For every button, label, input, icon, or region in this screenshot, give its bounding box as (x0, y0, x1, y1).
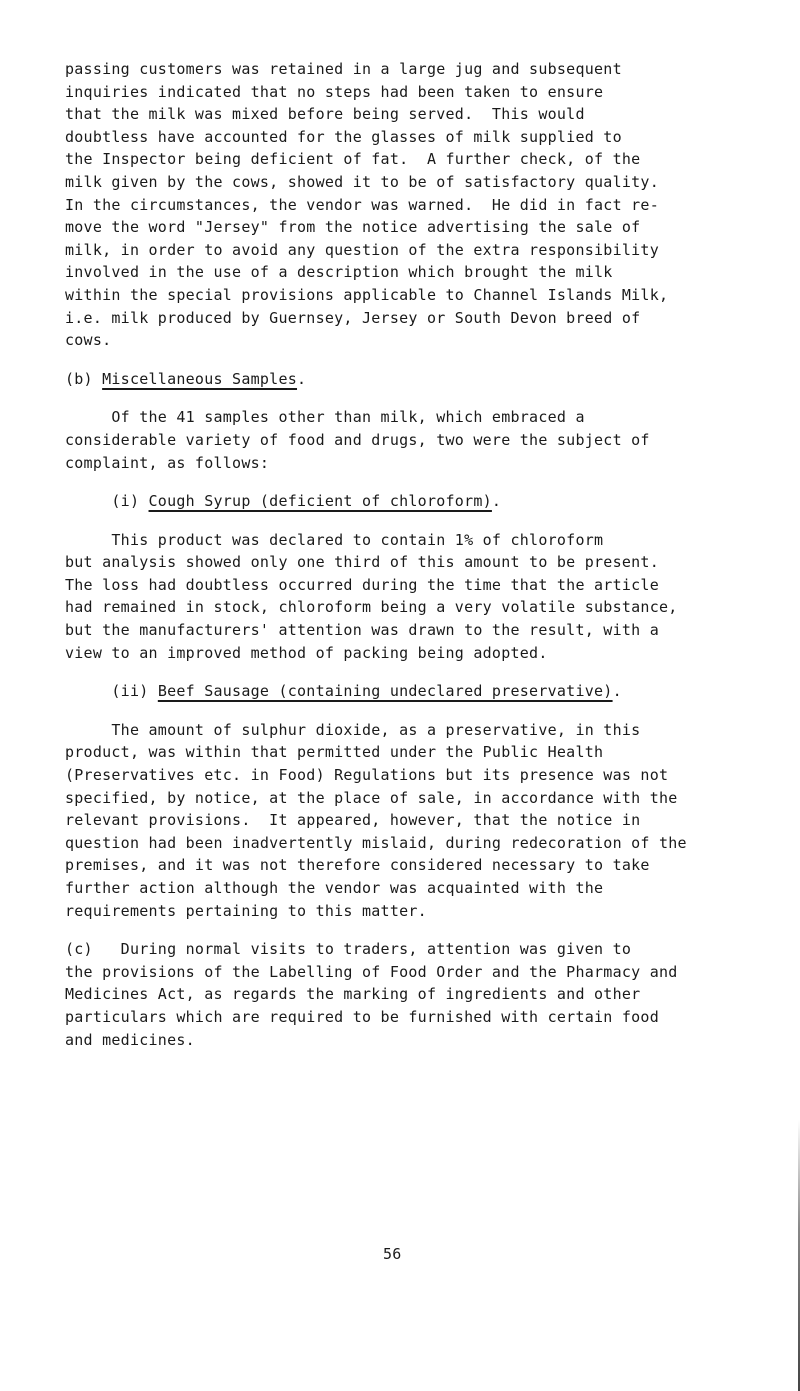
text-line: but the manufacturers' attention was drawn to the result, with a (65, 621, 659, 640)
text-line: The loss had doubtless occurred during the time that the article (65, 575, 659, 594)
text-line: question had been inadvertently mislaid, during redecoration of the (65, 833, 687, 852)
text-line: relevant provisions. It appeared, however, that the notice in (65, 811, 641, 830)
text-line: Of the 41 samples other than milk, which embraced a (65, 408, 585, 427)
text-line: further action although the vendor was acquainted with the (65, 879, 604, 897)
text-line: passing customers was retained in a large jug and subsequent (65, 60, 622, 78)
section-b-suffix: . (297, 369, 307, 388)
item-ii-paragraph (65, 719, 790, 922)
text-line: complaint, as follows: (65, 453, 270, 472)
item-ii-prefix: (ii) (65, 682, 158, 701)
text-line: (Preservatives etc. in Food) Regulations but its presence was not (65, 766, 669, 785)
text-line: Medicines Act, as regards the marking of ingredients and other (65, 985, 641, 1004)
item-i-prefix: (i) (65, 492, 149, 511)
text-line: (c) During normal visits to traders, attention was given to (65, 940, 632, 959)
text-line: requirements pertaining to this matter. (65, 901, 427, 920)
text-line: i.e. milk produced by Guernsey, Jersey or South Devon breed of (65, 308, 641, 327)
item-ii-suffix: . (612, 682, 622, 701)
intro-paragraph (65, 58, 790, 352)
section-b-paragraph (65, 406, 790, 474)
text-line: inquiries indicated that no steps had been taken to ensure (65, 82, 604, 101)
section-b-title: Miscellaneous Samples (102, 369, 298, 388)
text-line: particulars which are required to be furnished with certain food (65, 1007, 659, 1026)
page-number: 56 (383, 1245, 402, 1263)
text-line: The amount of sulphur dioxide, as a preservative, in this (65, 720, 641, 739)
text-line: This product was declared to contain 1% of chloroform (65, 530, 604, 549)
section-b-heading (65, 368, 790, 391)
item-ii-title: Beef Sausage (containing undeclared preservative) (157, 682, 613, 701)
text-line: milk given by the cows, showed it to be of satisfactory quality. (65, 172, 659, 191)
section-b-prefix: (b) (65, 369, 103, 388)
text-line: the provisions of the Labelling of Food Order and the Pharmacy and (65, 962, 678, 981)
text-line: considerable variety of food and drugs, two were the subject of (65, 430, 650, 449)
text-line: that the milk was mixed before being served. This would (65, 105, 585, 124)
text-line: product, was within that permitted under the Public Health (65, 743, 604, 762)
document-page (65, 58, 790, 1051)
item-i-title: Cough Syrup (deficient of chloroform) (148, 492, 492, 511)
text-line: In the circumstances, the vendor was warned. He did in fact re- (65, 195, 659, 214)
text-line: and medicines. (65, 1030, 195, 1049)
text-line: premises, and it was not therefore considered necessary to take (65, 856, 650, 875)
text-line: cows. (65, 331, 112, 350)
text-line: move the word "Jersey" from the notice advertising the sale of (65, 218, 641, 237)
text-line: within the special provisions applicable to Channel Islands Milk, (65, 285, 669, 304)
item-i-heading (65, 490, 790, 513)
text-line: the Inspector being deficient of fat. A further check, of the (65, 150, 641, 169)
text-line: but analysis showed only one third of this amount to be present. (65, 553, 659, 572)
item-i-paragraph (65, 529, 790, 665)
text-line: milk, in order to avoid any question of the extra responsibility (65, 240, 659, 259)
item-ii-heading (65, 680, 790, 703)
text-line: involved in the use of a description which brought the milk (65, 263, 613, 282)
text-line: view to an improved method of packing being adopted. (65, 643, 548, 662)
section-c-paragraph (65, 938, 790, 1051)
text-line: specified, by notice, at the place of sale, in accordance with the (65, 788, 678, 807)
text-line: doubtless have accounted for the glasses of milk supplied to (65, 127, 622, 146)
item-i-suffix: . (491, 492, 502, 511)
text-line: had remained in stock, chloroform being a very volatile substance, (65, 598, 678, 617)
